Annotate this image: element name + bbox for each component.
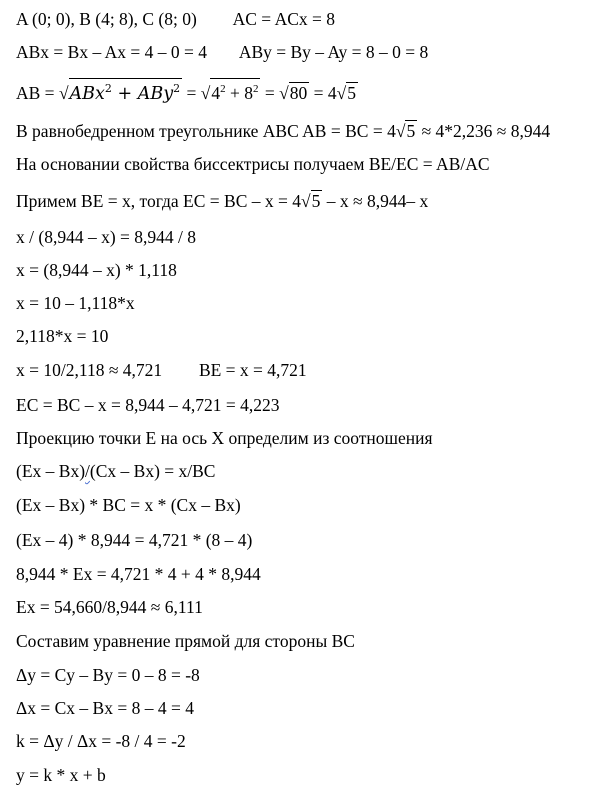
line-isosceles: В равнобедренном треугольнике ABC AB = BC = 4√5 ≈ 4*2,236 ≈ 8,944 [16, 118, 550, 144]
line-y-eq: y = k * x + b [16, 765, 106, 785]
line-eq-1: x / (8,944 – x) = 8,944 / 8 [16, 227, 196, 247]
line-points [16, 6, 335, 32]
line-dy: Δy = Cy – By = 0 – 8 = -8 [16, 665, 200, 685]
line-eq-2: x = (8,944 – x) * 1,118 [16, 260, 177, 280]
line-projection: Проекцию точки E на ось X определим из соотношения [16, 428, 433, 448]
line-eq-5: (Ex – Bx) * BC = x * (Cx – Bx) [16, 495, 241, 515]
line-ex-value: Ex = 54,660/8,944 ≈ 6,111 [16, 597, 203, 617]
sqrt-80: √80 [279, 83, 308, 103]
line-abx-aby [16, 39, 428, 65]
line-ratio: (Ex – Bx)/(Cx – Bx) = x/BC [16, 461, 216, 481]
line-slope: k = Δy / Δx = -8 / 4 = -2 [16, 731, 186, 751]
sqrt-4-8: $√4^2 + 8^2$ [201, 77, 261, 109]
sqrt-abx-aby: √ABx$^2$ + ABy$^2$ [59, 77, 182, 109]
line-line-eq-heading: Составим уравнение прямой для стороны BC [16, 631, 355, 651]
line-bisector: На основании свойства биссектрисы получаем BE/EC = AB/AC [16, 154, 490, 174]
line-dx: Δx = Cx – Bx = 8 – 4 = 4 [16, 698, 194, 718]
ac-text: AC = ACx = 8 [232, 9, 336, 29]
aby-text: ABy = By – Ay = 8 – 0 = 8 [238, 42, 429, 62]
spellcheck-mark: / [85, 461, 90, 481]
line-eq-6: (Ex – 4) * 8,944 = 4,721 * (8 – 4) [16, 530, 253, 550]
sqrt-5: √5 [336, 83, 356, 103]
ab-lhs: AB = [16, 83, 59, 103]
line-eq-7: 8,944 * Ex = 4,721 * 4 + 4 * 8,944 [16, 564, 261, 584]
sqrt-5: √5 [395, 121, 416, 141]
line-let-be: Примем BE = x, тогда EC = BC – x = 4√5 – x ≈ 8,944– x [16, 188, 428, 214]
abx-text: ABx = Bx – Ax = 4 – 0 = 4 [16, 42, 208, 62]
line-eq-4: 2,118*x = 10 [16, 326, 109, 346]
line-x-value: x = 10/2,118 ≈ 4,721 BE = x = 4,721 [16, 360, 307, 380]
line-eq-3: x = 10 – 1,118*x [16, 293, 135, 313]
line-ec-value: EC = BC – x = 8,944 – 4,721 = 4,223 [16, 395, 280, 415]
line-ab-length: AB = $√ABx^2 + ABy^2 = √4^2 + 8^2 = √80 = 4√5$ [16, 77, 358, 109]
sqrt-5: √5 [301, 191, 321, 211]
points-text: A (0; 0), B (4; 8), C (8; 0) [16, 9, 197, 29]
